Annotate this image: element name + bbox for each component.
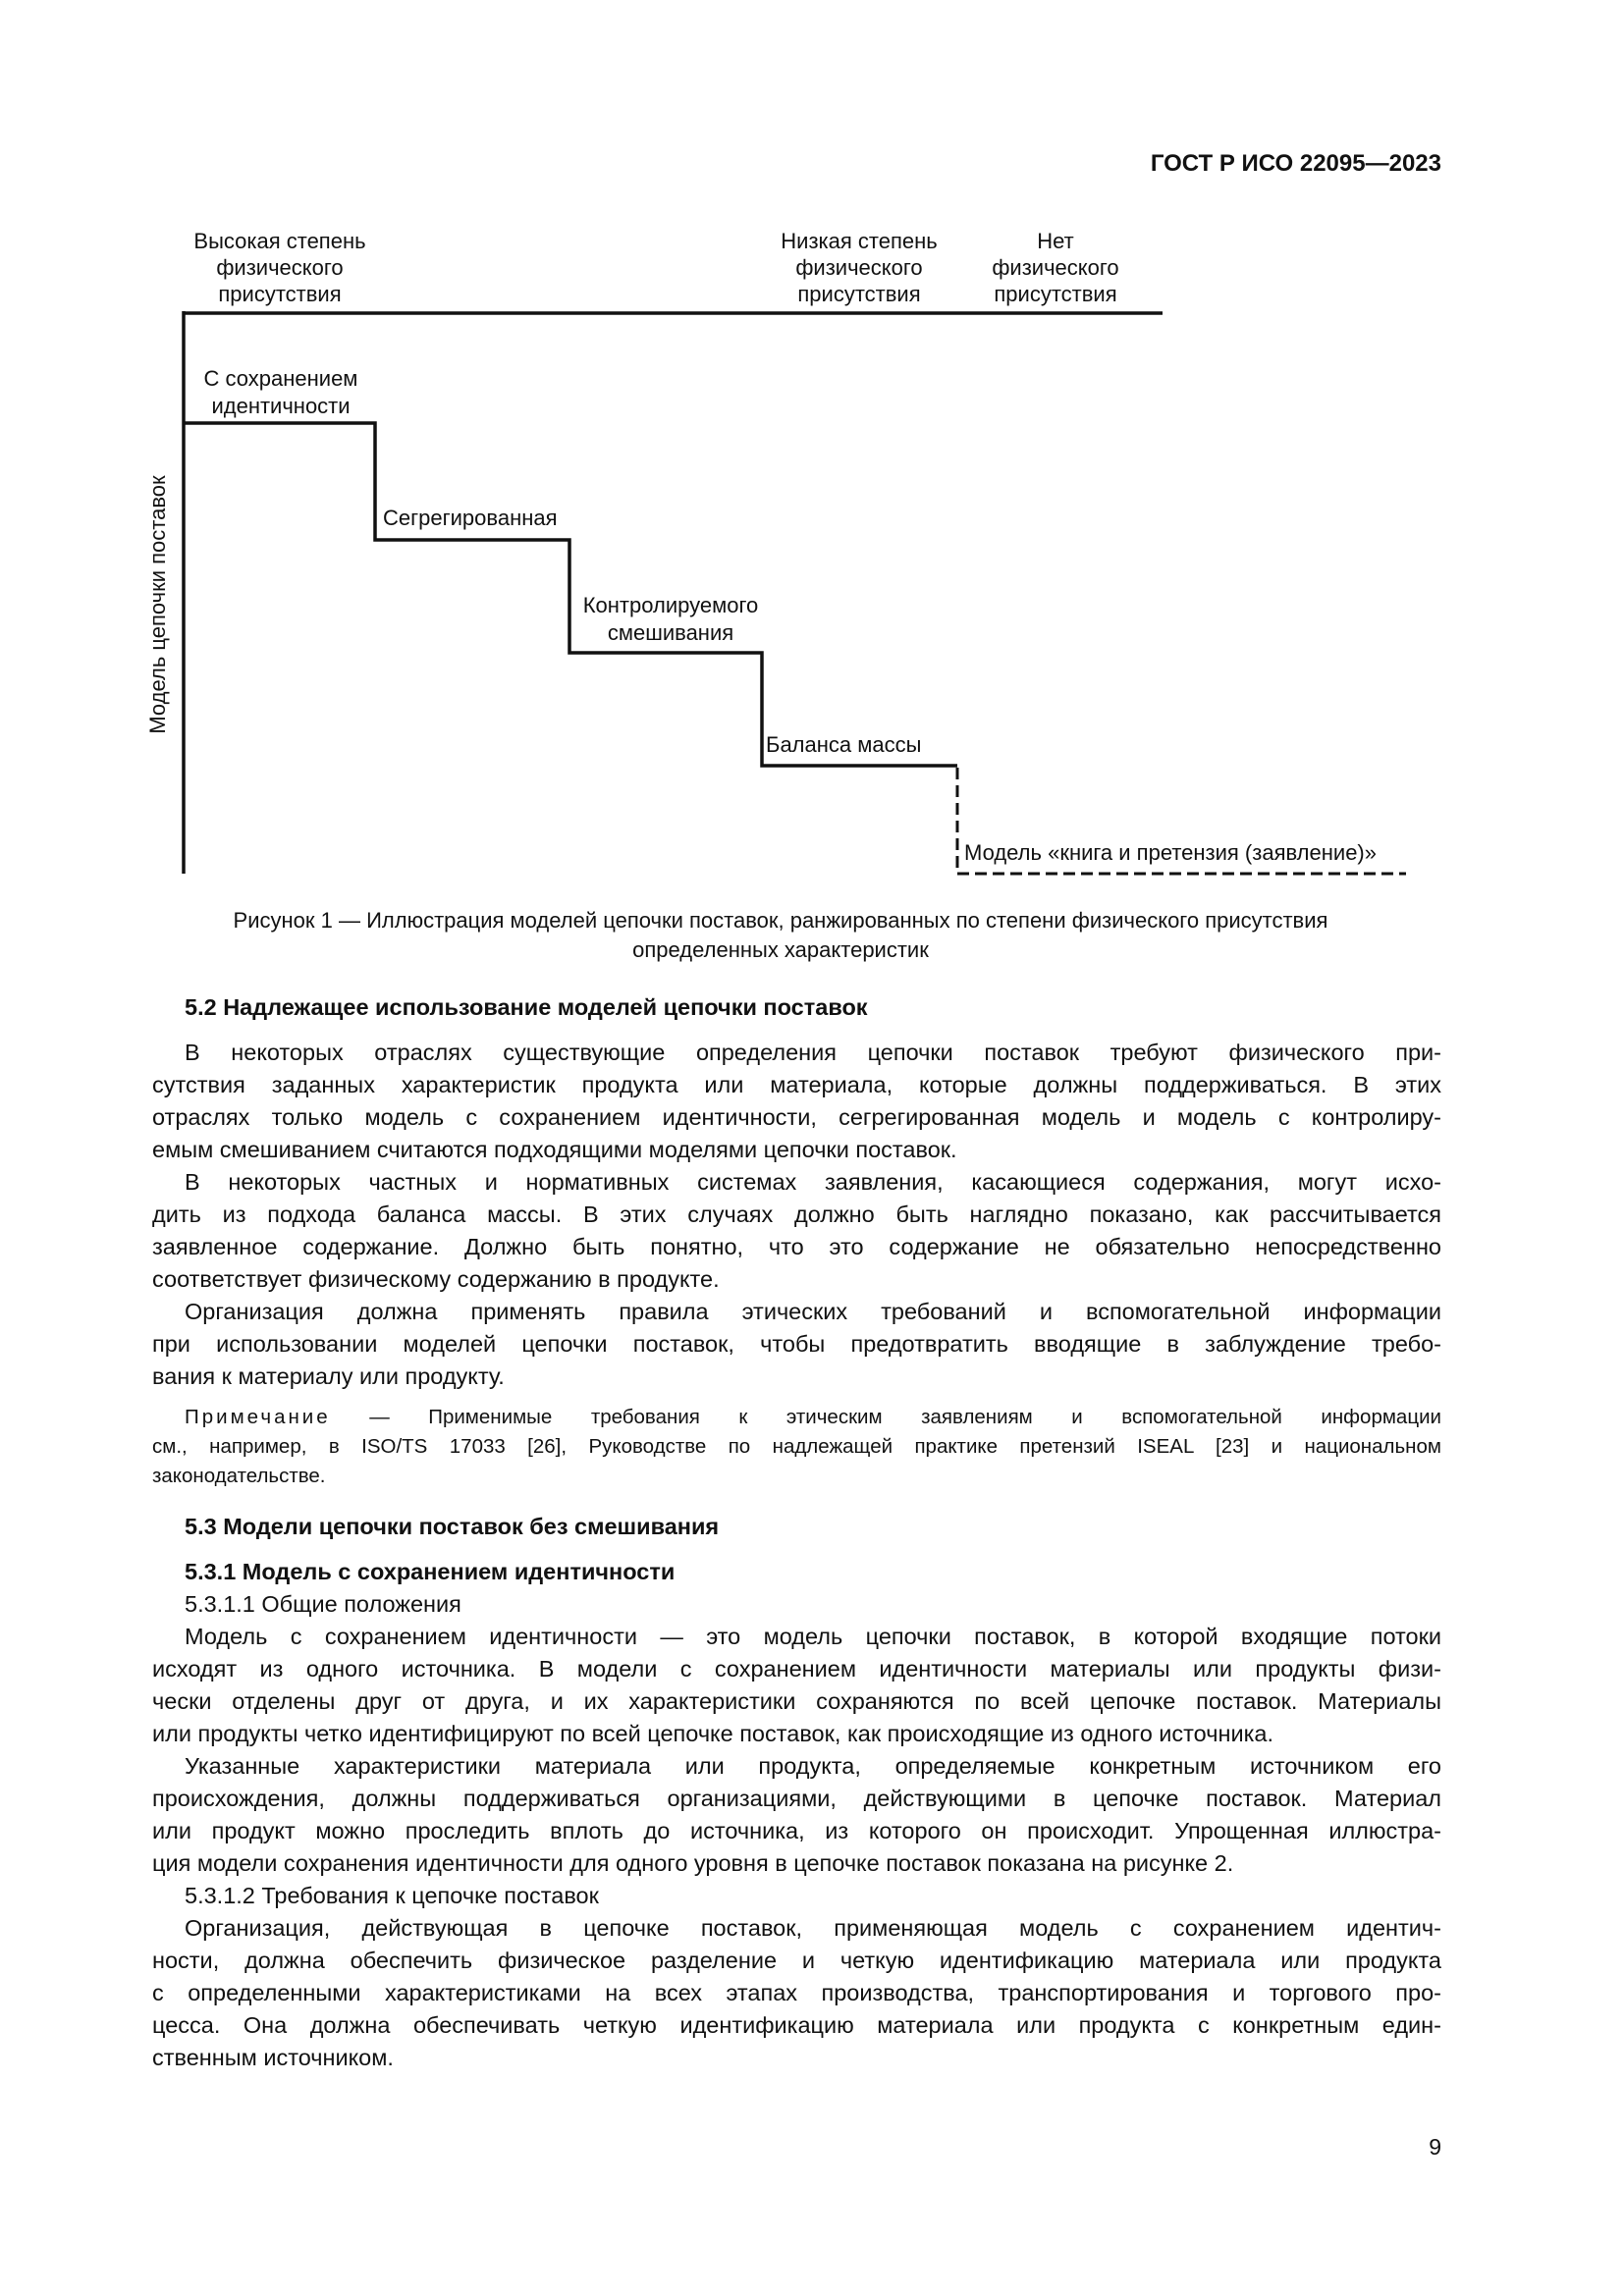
label-line: идентичности xyxy=(211,394,351,418)
text-line: ция модели сохранения идентичности для одного уровня в цепочке поставок показана на рисунке 2. xyxy=(152,1850,1234,1876)
text-line: происхождения, должны поддерживаться организациями, действующими в цепочке поставок. Материал xyxy=(152,1786,1441,1811)
text-line: цесса. Она должна обеспечивать четкую идентификацию материала или продукта с конкретным един- xyxy=(152,2012,1441,2038)
label-line: физического xyxy=(992,255,1119,280)
staircase-diagram xyxy=(0,0,1624,982)
text-line: или продукты четко идентифицируют по всей цепочке поставок, как происходящие из одного источника. xyxy=(152,1721,1273,1746)
step-controlled-blending xyxy=(572,592,769,647)
text-line: с определенными характеристиками на всех этапах производства, транспортирования и торгового про- xyxy=(152,1980,1441,2005)
text-line: см., например, в ISO/TS 17033 [26], Руководстве по надлежащей практике претензий ISEAL [23] и национальном xyxy=(152,1435,1441,1458)
section-heading xyxy=(152,1556,1441,1588)
text-line: 5.3 Модели цепочки поставок без смешивания xyxy=(185,1514,720,1539)
text-line: законодательстве. xyxy=(152,1465,326,1487)
page-number: 9 xyxy=(1429,2134,1441,2160)
section-heading xyxy=(152,1511,1441,1543)
text-line: 5.2 Надлежащее использование моделей цепочки поставок xyxy=(185,994,868,1020)
label-line: присутствия xyxy=(994,282,1117,306)
text-line: В некоторых частных и нормативных системах заявления, касающиеся содержания, могут исхо- xyxy=(185,1169,1441,1195)
top-label-high xyxy=(157,228,403,307)
label-line: Контролируемого xyxy=(582,593,759,617)
label-line: физического xyxy=(216,255,344,280)
top-label-low xyxy=(751,228,967,307)
text-line: исходят из одного источника. В модели с сохранением идентичности материалы или продукты физи- xyxy=(152,1656,1441,1682)
subsection-title xyxy=(152,1588,1441,1621)
note xyxy=(152,1403,1441,1491)
paragraph xyxy=(152,1750,1441,1880)
text-line: 5.3.1.2 Требования к цепочке поставок xyxy=(185,1883,599,1908)
label-line: смешивания xyxy=(607,620,734,645)
paragraph xyxy=(152,1621,1441,1750)
text-line: Указанные характеристики материала или продукта, определяемые конкретным источником его xyxy=(185,1753,1441,1779)
label-line: Нет xyxy=(1037,229,1074,253)
text-line: заявленное содержание. Должно быть понятно, что это содержание не обязательно непосредственно xyxy=(152,1234,1441,1259)
text-line: емым смешиванием считаются подходящими моделями цепочки поставок. xyxy=(152,1137,957,1162)
paragraph xyxy=(152,1296,1441,1393)
text-line: Модель с сохранением идентичности — это модель цепочки поставок, в которой входящие потоки xyxy=(185,1624,1441,1649)
text-line: или продукт можно проследить вплоть до источника, из которого он происходит. Упрощенная иллюстра- xyxy=(152,1818,1441,1843)
y-axis-label: Модель цепочки поставок xyxy=(145,475,170,734)
text-line: сутствия заданных характеристик продукта или материала, которые должны поддерживаться. В этих xyxy=(152,1072,1441,1097)
label-line: присутствия xyxy=(797,282,921,306)
step-segregated: Сегрегированная xyxy=(383,506,558,530)
step-mass-balance: Баланса массы xyxy=(766,732,922,757)
text-line: ственным источником. xyxy=(152,2045,394,2070)
document-header: ГОСТ Р ИСО 22095—2023 xyxy=(1150,150,1441,177)
text-line: В некоторых отраслях существующие определения цепочки поставок требуют физического при- xyxy=(185,1040,1441,1065)
paragraph xyxy=(152,1912,1441,2074)
text-line: Организация, действующая в цепочке поставок, применяющая модель с сохранением идентич- xyxy=(185,1915,1441,1941)
text-line: соответствует физическому содержанию в продукте. xyxy=(152,1266,720,1292)
text-line: при использовании моделей цепочки поставок, чтобы предотвратить вводящие в заблуждение требо- xyxy=(152,1331,1441,1357)
body-text xyxy=(152,991,1441,2074)
paragraph xyxy=(152,1037,1441,1166)
caption-line: определенных характеристик xyxy=(632,937,929,962)
step-book-and-claim: Модель «книга и претензия (заявление)» xyxy=(964,840,1377,865)
subsection-title xyxy=(152,1880,1441,1912)
label-line: Низкая степень xyxy=(781,229,938,253)
text-line xyxy=(152,1403,1441,1432)
note-text: — Применимые требования к этическим заявлениям и вспомогательной информации xyxy=(369,1406,1441,1428)
top-label-none xyxy=(967,228,1144,307)
text-line: Организация должна применять правила этических требований и вспомогательной информации xyxy=(185,1299,1441,1324)
text-line: чески отделены друг от друга, и их характеристики сохраняются по всей цепочке поставок. Материалы xyxy=(152,1688,1441,1714)
text-line: 5.3.1.1 Общие положения xyxy=(185,1591,461,1617)
text-line: ности, должна обеспечить физическое разделение и четкую идентификацию материала или продукта xyxy=(152,1948,1441,1973)
note-label: Примечание xyxy=(185,1406,331,1428)
label-line: С сохранением xyxy=(203,366,358,391)
caption-line: Рисунок 1 — Иллюстрация моделей цепочки поставок, ранжированных по степени физического присутствия xyxy=(233,908,1328,933)
figure-caption xyxy=(147,906,1414,965)
paragraph xyxy=(152,1166,1441,1296)
label-line: присутствия xyxy=(218,282,342,306)
text-line: дить из подхода баланса массы. В этих случаях должно быть наглядно показано, как рассчитывается xyxy=(152,1201,1441,1227)
label-line: физического xyxy=(795,255,923,280)
step-identity-preserved xyxy=(183,365,379,420)
text-line: 5.3.1 Модель с сохранением идентичности xyxy=(185,1559,676,1584)
section-heading xyxy=(152,991,1441,1024)
text-line: вания к материалу или продукту. xyxy=(152,1363,505,1389)
label-line: Высокая степень xyxy=(193,229,366,253)
step-line xyxy=(184,423,957,766)
text-line: отраслях только модель с сохранением идентичности, сегрегированная модель и модель с контролиру- xyxy=(152,1104,1441,1130)
